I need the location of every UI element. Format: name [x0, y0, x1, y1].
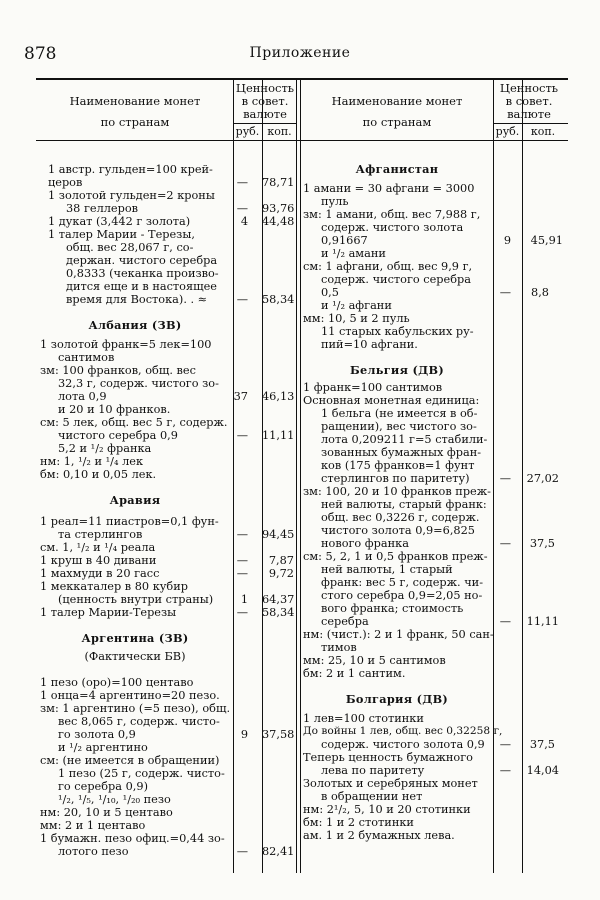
vline-center-double	[296, 78, 301, 873]
list-item: общ. вес 28,067 г, со-	[66, 241, 194, 254]
list-item: 1 пезо (25 г, содерж. чисто-	[58, 767, 225, 780]
list-item: 1 франк=100 сантимов	[303, 381, 443, 394]
list-item-text: лева по паритету	[321, 764, 425, 777]
list-item-text: 1 махмуди в 20 гасс	[40, 567, 160, 580]
rub-value: —	[499, 615, 511, 628]
list-item	[40, 429, 296, 442]
rub-value: —	[499, 472, 511, 485]
list-item: стого серебра 0,9=2,05 но-	[321, 589, 483, 602]
value-header-line3: валюте	[243, 107, 287, 121]
list-item: содерж. чистого серебра	[321, 273, 471, 286]
list-item: 1 онца=4 аргентино=20 пезо.	[40, 689, 220, 702]
col2-header-name: Наименование монет	[331, 94, 463, 108]
kop-value: 45,91	[530, 234, 563, 247]
list-item: зм: 1 аргентино (=5 пезо), общ.	[40, 702, 231, 715]
table-top-rule	[36, 78, 568, 80]
value-header-right-line3: валюте	[507, 107, 551, 121]
list-item: зм: 100, 20 и 10 франков преж-	[303, 485, 491, 498]
section-title-argentina: Аргентина (ЗВ)	[81, 631, 189, 645]
list-item: мм: 25, 10 и 5 сантимов	[303, 654, 446, 667]
list-item: зм: 1 амани, общ. вес 7,988 г,	[303, 208, 481, 221]
list-item: зм: 100 франков, общ. вес	[40, 364, 196, 377]
list-item: см: (не имеется в обращении)	[40, 754, 220, 767]
list-item-text: 1 талер Марии-Терезы	[40, 606, 177, 619]
rub-value: —	[236, 528, 248, 541]
section-title-afghanistan: Афганистан	[355, 162, 439, 176]
list-item	[40, 728, 296, 741]
list-item	[40, 390, 296, 403]
kop-value: 8,8	[531, 286, 549, 299]
section-title-arabia: Аравия	[109, 493, 161, 507]
value-header-line1: Ценность	[235, 81, 295, 95]
list-item: 1 бумажн. пезо офиц.=0,44 зо-	[40, 832, 225, 845]
list-item: бм: 1 и 2 стотинки	[303, 816, 414, 829]
list-item: см: 1 афгани, общ. вес 9,9 г,	[303, 260, 473, 273]
kop-value: 58,34	[262, 293, 295, 306]
value-header-right-line2: в совет.	[505, 94, 553, 108]
list-item	[40, 593, 296, 606]
rub-value: 37	[233, 390, 248, 403]
list-item	[40, 215, 296, 228]
value-header-left	[234, 82, 296, 121]
list-item: в обращении нет	[321, 790, 423, 803]
list-item: До войны 1 лев, общ. вес 0,32258 г,	[303, 725, 503, 737]
list-item: пуль	[321, 195, 349, 208]
kop-value: 64,37	[262, 593, 295, 606]
list-item	[303, 615, 568, 628]
list-item: вого франка; стоимость	[321, 602, 464, 615]
list-item-text: 0,91667	[321, 234, 368, 247]
list-item	[40, 528, 296, 541]
rub-value: —	[236, 567, 248, 580]
list-item: ращении), вес чистого зо-	[321, 420, 477, 433]
list-item: 1 меккаталер в 80 кубир	[40, 580, 188, 593]
list-item: го серебра 0,9)	[58, 780, 148, 793]
left-column	[40, 150, 296, 858]
kop-value: 78,71	[262, 176, 295, 189]
rub-value: —	[236, 606, 248, 619]
list-item-text: 1 дукат (3,442 г золота)	[48, 215, 191, 228]
list-item: бм: 2 и 1 сантим.	[303, 667, 406, 680]
rub-value: —	[499, 764, 511, 777]
list-item: общ. вес 0,3226 г, содерж.	[321, 511, 480, 524]
list-item: 32,3 г, содерж. чистого зо-	[58, 377, 219, 390]
kop-value: 93,76	[262, 202, 295, 215]
list-item: и 20 и 10 франков.	[58, 403, 171, 416]
list-item: и ¹/₂ амани	[321, 247, 386, 260]
kop-value: 46,13	[262, 390, 295, 403]
rub-value: 1	[240, 593, 248, 606]
value-header-right-line1: Ценность	[499, 81, 559, 95]
list-item	[303, 738, 568, 751]
rub-value: —	[236, 176, 248, 189]
list-item: ам. 1 и 2 бумажных лева.	[303, 829, 455, 842]
list-item: нм: 1, ¹/₂ и ¹/₄ лек	[40, 455, 144, 468]
list-item-text: (ценность внутри страны)	[58, 593, 214, 606]
page-number: 878	[24, 44, 57, 64]
list-item: мм: 10, 5 и 2 пуль	[303, 312, 410, 325]
list-item: 1 лев=100 стотинки	[303, 712, 424, 725]
list-item-text: лотого пезо	[58, 845, 129, 858]
list-item: см: 5, 2, 1 и 0,5 франков преж-	[303, 550, 488, 563]
kop-value: 27,02	[526, 472, 559, 485]
list-item: содерж. чистого золота	[321, 221, 464, 234]
list-item: 1 золотой гульден=2 кроны	[48, 189, 215, 202]
list-item: и ¹/₂ аргентино	[58, 741, 148, 754]
kop-value: 82,41	[262, 845, 295, 858]
rub-value: —	[236, 845, 248, 858]
col2-header-sub: по странам	[362, 115, 432, 129]
list-item: ней валюты, старый франк:	[321, 498, 487, 511]
list-item: чистого золота 0,9=6,825	[321, 524, 475, 537]
kop-value: 37,58	[262, 728, 295, 741]
list-item	[303, 764, 568, 777]
rub-value: —	[236, 554, 248, 567]
list-item-text: содерж. чистого золота 0,9	[321, 738, 485, 751]
list-item: 1 австр. гульден=100 крей-	[48, 163, 213, 176]
kop-value: 58,34	[262, 606, 295, 619]
list-item: Основная монетная единица:	[303, 394, 480, 407]
list-item: дится еще и в настоящее	[66, 280, 217, 293]
list-item-text: 1 круш в 40 дивани	[40, 554, 157, 567]
list-item-text: 0,5	[321, 286, 339, 299]
value-header-right	[494, 82, 564, 121]
right-column	[303, 150, 568, 842]
rub-value: 9	[240, 728, 248, 741]
col1-header	[40, 95, 230, 129]
kop-value: 14,04	[526, 764, 559, 777]
kop-header-right: коп.	[530, 125, 556, 138]
list-item: 11 старых кабульских ру-	[321, 325, 474, 338]
list-item: пий=10 афгани.	[321, 338, 418, 351]
kop-header-left: коп.	[267, 125, 292, 138]
list-item: держан. чистого серебра	[66, 254, 218, 267]
kop-value: 7,87	[268, 554, 294, 567]
list-item: 1 реал=11 пиастров=0,1 фун-	[40, 515, 219, 528]
list-item-text: нового франка	[321, 537, 409, 550]
list-item: Золотых и серебряных монет	[303, 777, 478, 790]
list-item	[303, 234, 568, 247]
list-item: ¹/₂, ¹/₅, ¹/₁₀, ¹/₂₀ пезо	[58, 793, 171, 806]
col2-header	[303, 95, 491, 129]
value-header-line2: в совет.	[241, 94, 289, 108]
list-item: 1 амани = 30 афгани = 3000	[303, 182, 475, 195]
kop-value: 44,48	[262, 215, 295, 228]
list-item: см. 1, ¹/₂ и ¹/₄ реала	[40, 541, 156, 554]
list-item-text: лота 0,9	[58, 390, 107, 403]
list-item: нм: 2¹/₂, 5, 10 и 20 стотинки	[303, 803, 471, 816]
value-header-right-rule	[494, 123, 568, 124]
list-item: мм: 2 и 1 центаво	[40, 819, 146, 832]
list-item	[40, 176, 296, 189]
running-title: Приложение	[249, 45, 351, 61]
list-item: нм: (чист.): 2 и 1 франк, 50 сан-	[303, 628, 494, 641]
list-item: 1 золотой франк=5 лек=100	[40, 338, 212, 351]
list-item: 1 талер Марии - Терезы,	[48, 228, 195, 241]
list-item	[40, 606, 296, 619]
list-item: ней валюты, 1 старый	[321, 563, 453, 576]
col1-header-name: Наименование монет	[69, 94, 201, 108]
list-item: франк: вес 5 г, содерж. чи-	[321, 576, 484, 589]
section-title-bulgaria: Болгария (ДВ)	[345, 692, 449, 706]
list-item: см: 5 лек, общ. вес 5 г, содерж.	[40, 416, 228, 429]
list-item: нм: 20, 10 и 5 центаво	[40, 806, 173, 819]
list-item	[40, 554, 296, 567]
value-header-left-rule	[234, 123, 296, 124]
list-item	[40, 293, 296, 306]
list-item: бм: 0,10 и 0,05 лек.	[40, 468, 157, 481]
list-item	[303, 472, 568, 485]
list-item: Теперь ценность бумажного	[303, 751, 473, 764]
table-header-rule	[36, 140, 568, 141]
list-item	[40, 845, 296, 858]
list-item: 1 пезо (оро)=100 центаво	[40, 676, 194, 689]
kop-value: 94,45	[262, 528, 295, 541]
list-item: тимов	[321, 641, 357, 654]
section-title-belgium: Бельгия (ДВ)	[350, 363, 444, 377]
list-item: ков (175 франков=1 фунт	[321, 459, 475, 472]
rub-value: —	[236, 293, 248, 306]
list-item-text: серебра	[321, 615, 369, 628]
list-item-text: чистого серебра 0,9	[58, 429, 178, 442]
list-item	[303, 286, 568, 299]
list-item-text: церов	[48, 176, 83, 189]
argentina-note: (Фактически БВ)	[84, 650, 186, 663]
list-item	[303, 537, 568, 550]
rub-value: —	[499, 286, 511, 299]
list-item: вес 8,065 г, содерж. чисто-	[58, 715, 220, 728]
kop-value: 37,5	[529, 537, 555, 550]
kop-value: 11,11	[526, 615, 559, 628]
rub-value: —	[236, 202, 248, 215]
kop-value: 9,72	[268, 567, 294, 580]
section-title-albania: Албания (ЗВ)	[88, 318, 182, 332]
list-item-text: го золота 0,9	[58, 728, 136, 741]
list-item: зованных бумажных фран-	[321, 446, 482, 459]
rub-value: —	[499, 738, 511, 751]
rub-header-left: руб.	[235, 125, 260, 138]
list-item: 5,2 и ¹/₂ франка	[58, 442, 152, 455]
list-item: и ¹/₂ афгани	[321, 299, 392, 312]
kop-value: 37,5	[529, 738, 555, 751]
list-item-text: время для Востока). . ≈	[66, 293, 208, 306]
rub-value: —	[499, 537, 511, 550]
list-item	[40, 567, 296, 580]
rub-value: —	[236, 429, 248, 442]
list-item-text: та стерлингов	[58, 528, 143, 541]
list-item-text: стерлингов по паритету)	[321, 472, 470, 485]
list-item: 0,8333 (чеканка произво-	[66, 267, 219, 280]
rub-value: 9	[503, 234, 511, 247]
list-item: лота 0,209211 г=5 стабили-	[321, 433, 488, 446]
rub-header-right: руб.	[495, 125, 520, 138]
rub-value: 4	[240, 215, 248, 228]
col1-header-sub: по странам	[100, 115, 170, 129]
kop-value: 11,11	[262, 429, 295, 442]
list-item-text: 38 геллеров	[66, 202, 139, 215]
list-item: сантимов	[58, 351, 115, 364]
list-item: 1 бельга (не имеется в об-	[321, 407, 478, 420]
list-item	[40, 202, 296, 215]
